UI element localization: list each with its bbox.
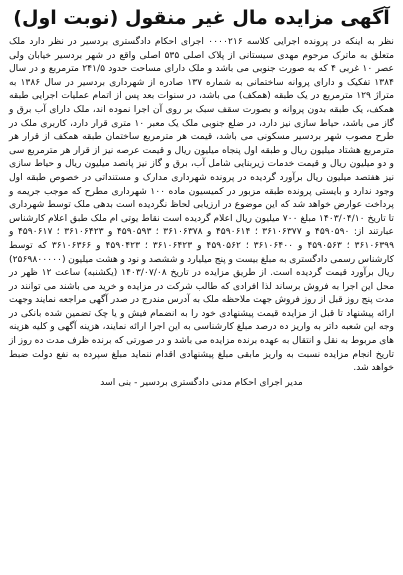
notice-title: آگهی مزایده مال غیر منقول (نوبت اول): [13, 7, 390, 29]
notice-body: [9, 35, 394, 375]
notice-body-text: نظر به اینکه در پرونده اجرایی کلاسه ۰۰۰۰۲۱۶ اجرای احکام دادگستری بردسیر در نظر دارد ملک متعلق به ماترک مرحوم مهدی سیستانی از پلاک اصلی ۵۳۵ اصلی واقع در شهر بردسیر خیابان ولی عصر ۱۰ غربی ۴ که به صورت جنوبی می باشد و ملک دارای مساحت حدود ۲۴۱/۵ مترمربع و در سال ۱۳۸۴ تفکیک و دارای پروانه ساختمانی به شماره ۱۳۷ صادره از شهرداری بردسیر در سال ۱۳۸۶ به متراژ ۱۲۹ مترمربع در یک طبقه (همکف) می باشد، در سنوات بعد پس از اتمام عملیات اجرایی طبقه همکف، یک طبقه بدون پروانه و بصورت سقف سبک بر روی آن اجرا نموده اند، ملک دارای آب برق و گاز می باشد، حیاط سازی نیز دارد، در ضلع جنوبی ملک یک معبر ۱۰ متری قرار دارد، کاربری ملک در طرح مصوب شهر بردسیر مسکونی می باشد، قیمت هر مترمربع ساختمان طبقه همکف از قرار هر مترمربع هشتاد میلیون ریال و طبقه اول پنجاه میلیون ریال و قیمت عرصه نیز از قرار هر مترمربع سی و دو میلیون ریال و قیمت خدمات زیربنایی شامل آب، برق و گاز نیز پانصد میلیون ریال و حیاط سازی نیز هفتصد میلیون ریال برآورد گردیده در پرونده شهرداری مدارک و مستنداتی در خصوص طبقه اول وجود ندارد و بایستی پرونده طبقه مزبور در کمیسیون ماده ۱۰۰ شهرداری مطرح که موجب جریمه و پرداخت عوارض خواهد شد که این موضوع در ارزیابی لحاظ نگردیده است بدهی ملک توسط شهرداری تا تاریخ ۱۴۰۳/۰۴/۱۰ مبلغ ۷۰۰ میلیون ریال اعلام گردیده است نقاط یوتی ام ملک طبق اعلام کارشناس عبارتند از: ۴۵۹۰۵۹۰ و ۳۶۱۰۶۳۷۷ ؛ ۴۵۹۰۶۱۴ و ۳۶۱۰۶۳۷۸ ؛ ۴۵۹۰۵۹۳ و ۳۶۱۰۶۴۲۳ ؛ ۴۵۹۰۶۱۷ و ۳۶۱۰۶۳۹۹ ؛ ۴۵۹۰۵۶۳ و ۳۶۱۰۶۴۰۰ ؛ ۴۵۹۰۵۶۲ و ۳۶۱۰۶۴۲۳ ؛ ۴۵۹۰۴۲۳ و ۳۶۱۰۶۳۶۶ که توسط کارشناس رسمی دادگستری به مبلغ بیست و پنج میلیارد و ششصد و نود و هشت میلیون (۲۵۶۹۸۰۰۰۰۰) ریال برآورد قیمت گردیده است. از طریق مزایده در تاریخ ۱۴۰۳/۰۷/۰۸ (یکشنبه) ساعت ۱۲ ظهر در محل این اجرا به فروش برساند لذا افرادی که طالب شرکت در مزایده و خرید می باشند می توانند در مدت پنج روز قبل از روز فروش جهت ملاحظه ملک به آدرس مندرج در صدر آگهی مراجعه نمایند وجهت ارائه پیشنهاد تا قبل از مزایده قیمت پیشنهادی خود را به انضمام فیش و یا چک تضمین شده بانکی در وجه این شعبه داتر به واریز ده درصد مبلغ کارشناسی به این اجرا ارائه نمایند، هزینه آگهی و کلیه هزینه های مربوط به نقل و انتقال به عهده برنده مزایده می باشد و در صورتی که برنده ظرف مدت ده روز از تاریخ انجام مزایده نسبت به واریز مابقی مبلغ پیشنهادی اقدام ننماید مبلغ سپرده به نفع دولت ضبط خواهد شد.: [9, 36, 395, 374]
notice-signature: مدیر اجرای احکام مدنی دادگستری بردسیر - بنی اسد: [100, 376, 303, 388]
